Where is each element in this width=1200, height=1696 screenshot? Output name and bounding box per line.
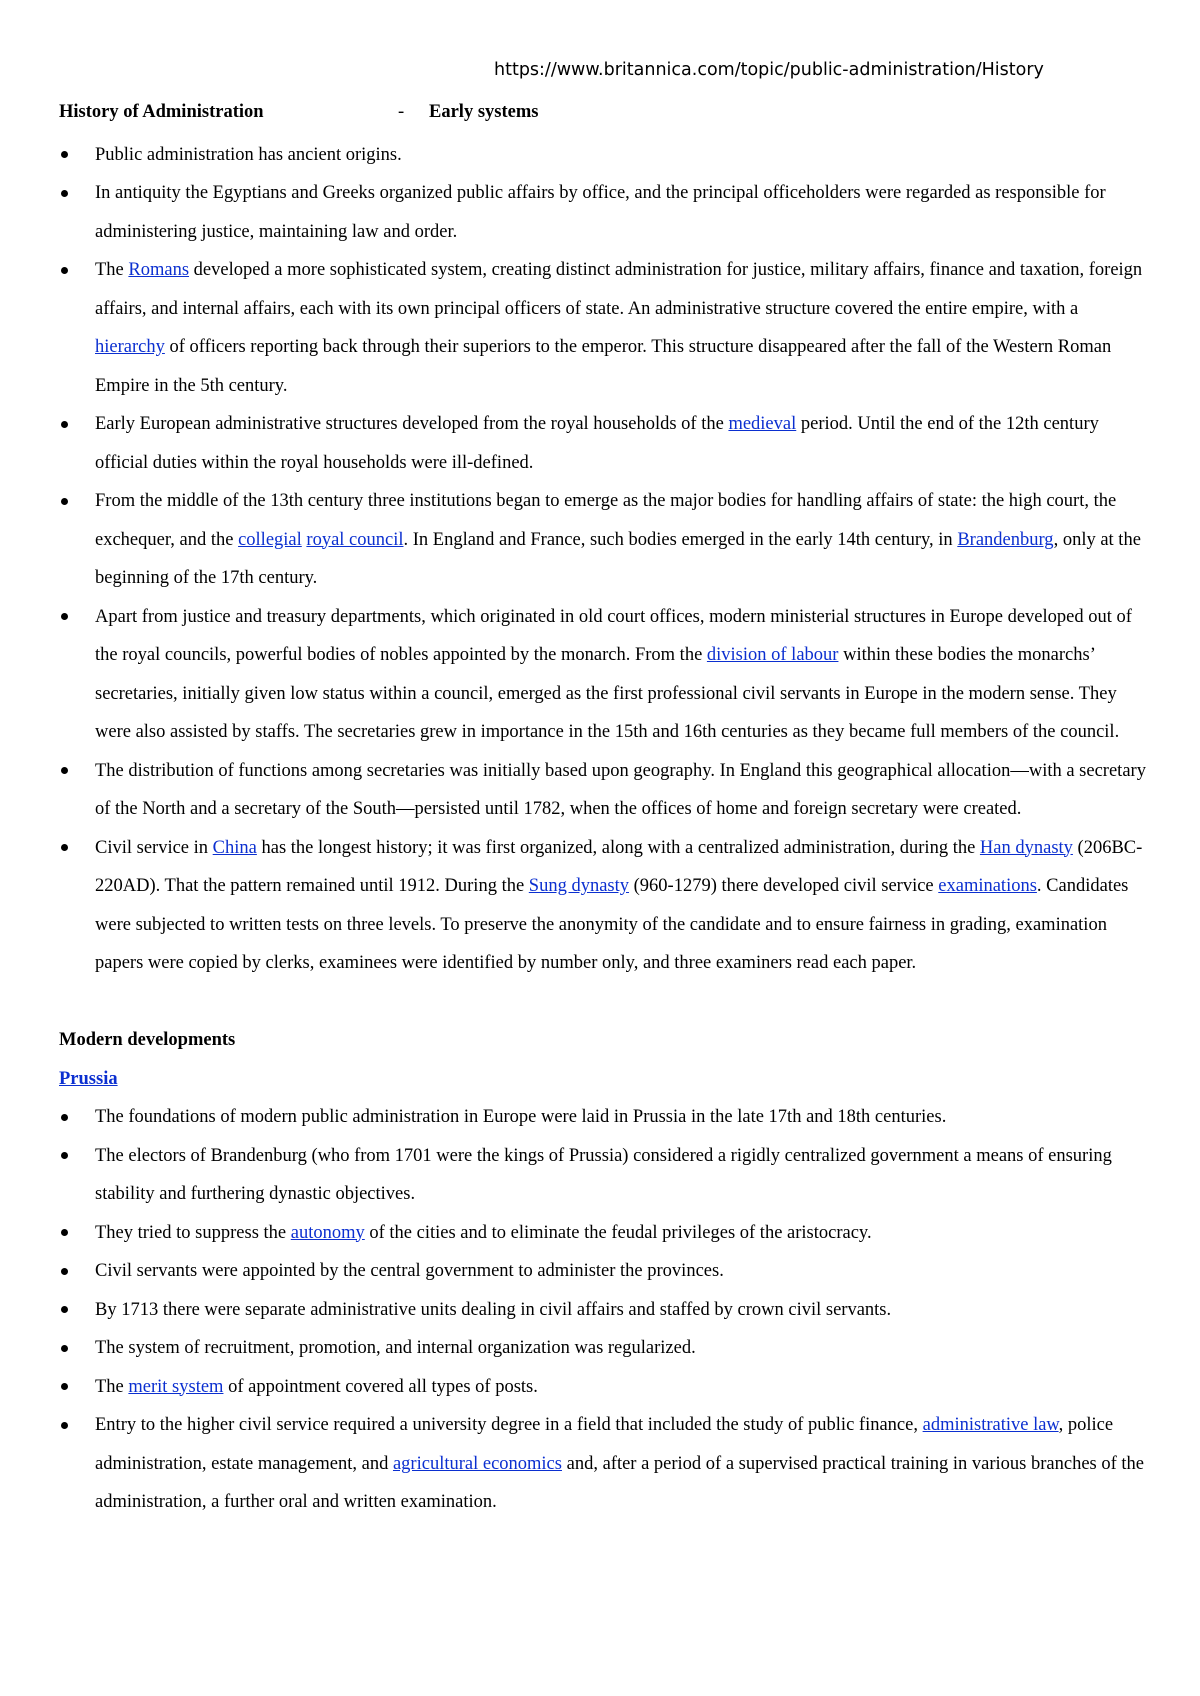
link-romans[interactable]: Romans <box>128 260 190 280</box>
list-item: The merit system of appointment covered all types of posts. <box>59 1368 1149 1407</box>
list-item: Entry to the higher civil service required a university degree in a field that included the study of public finance, administrative law, police administration, estate management, and agricultural economics and, after a period of a supervised practical training in various branches of the administration, a further oral and written examination. <box>59 1406 1149 1522</box>
link-china[interactable]: China <box>212 837 257 858</box>
link-royal-council[interactable]: royal council <box>306 529 404 550</box>
list-item: The distribution of functions among secretaries was initially based upon geography. In England this geographical allocation—with a secretary of the North and a secretary of the South—persisted until 1782, when the offices of home and foreign secretary were created. <box>59 752 1149 829</box>
document-body <box>59 97 1149 1522</box>
prussia-list <box>59 1098 1149 1522</box>
list-item: By 1713 there were separate administrative units dealing in civil affairs and staffed by crown civil servants. <box>59 1291 1149 1330</box>
link-prussia-heading[interactable]: Prussia <box>59 1068 118 1089</box>
link-administrative-law[interactable]: administrative law <box>922 1415 1059 1435</box>
link-agricultural-economics[interactable]: agricultural economics <box>392 1453 562 1474</box>
list-item: From the middle of the 13th century three institutions began to emerge as the major bodies for handling affairs of state: the high court, the exchequer, and the collegial royal council. In England and France, such bodies emerged in the early 14th century, in Brandenburg, only at the beginning of the 17th century. <box>59 482 1149 598</box>
link-autonomy[interactable]: autonomy <box>290 1222 365 1243</box>
early-systems-list <box>59 136 1149 983</box>
title-dash: - <box>398 102 405 122</box>
link-division-of-labour[interactable]: division of labour <box>706 645 839 665</box>
section-heading-modern: Modern developments <box>59 1030 236 1050</box>
source-url: https://www.britannica.com/topic/public-administration/History <box>494 60 1044 80</box>
link-hierarchy[interactable]: hierarchy <box>95 337 165 357</box>
link-examinations[interactable]: examinations <box>938 876 1037 896</box>
link-han-dynasty[interactable]: Han dynasty <box>979 837 1073 858</box>
title-subtitle: Early systems <box>429 102 539 122</box>
list-item: Public administration has ancient origins. <box>59 136 1149 175</box>
list-item: The Romans developed a more sophisticated system, creating distinct administration for justice, military affairs, finance and taxation, foreign affairs, and internal affairs, each with its own principal officers of state. An administrative structure covered the entire empire, with a hierarchy of officers reporting back through their superiors to the emperor. This structure disappeared after the fall of the Western Roman Empire in the 5th century. <box>59 251 1149 405</box>
link-collegial[interactable]: collegial <box>238 529 302 550</box>
link-sung-dynasty[interactable]: Sung dynasty <box>528 876 630 896</box>
document-title <box>59 97 1149 136</box>
list-item: The electors of Brandenburg (who from 1701 were the kings of Prussia) considered a rigidly centralized government a means of ensuring stability and furthering dynastic objectives. <box>59 1137 1149 1214</box>
list-item: The system of recruitment, promotion, and internal organization was regularized. <box>59 1329 1149 1368</box>
link-medieval[interactable]: medieval <box>728 414 797 434</box>
link-merit-system[interactable]: merit system <box>128 1376 224 1397</box>
title-main: History of Administration <box>59 102 264 122</box>
link-brandenburg[interactable]: Brandenburg <box>957 529 1054 550</box>
list-item: They tried to suppress the autonomy of the cities and to eliminate the feudal privileges of the aristocracy. <box>59 1214 1149 1253</box>
list-item: The foundations of modern public administration in Europe were laid in Prussia in the late 17th and 18th centuries. <box>59 1098 1149 1137</box>
list-item: Apart from justice and treasury departments, which originated in old court offices, modern ministerial structures in Europe developed out of the royal councils, powerful bodies of nobles appointed by the monarch. From the division of labour within these bodies the monarchs’ secretaries, initially given low status within a council, emerged as the first professional civil servants in Europe in the modern sense. They were also assisted by staffs. The secretaries grew in importance in the 15th and 16th centuries as they became full members of the council. <box>59 598 1149 752</box>
list-item: In antiquity the Egyptians and Greeks organized public affairs by office, and the principal officeholders were regarded as responsible for administering justice, maintaining law and order. <box>59 174 1149 251</box>
list-item: Early European administrative structures developed from the royal households of the medieval period. Until the end of the 12th century official duties within the royal households were ill-defined. <box>59 405 1149 482</box>
list-item: Civil service in China has the longest history; it was first organized, along with a centralized administration, during the Han dynasty (206BC-220AD). That the pattern remained until 1912. During the Sung dynasty (960-1279) there developed civil service examinations. Candidates were subjected to written tests on three levels. To preserve the anonymity of the candidate and to ensure fairness in grading, examination papers were copied by clerks, examinees were identified by number only, and three examiners read each paper. <box>59 829 1149 983</box>
list-item: Civil servants were appointed by the central government to administer the provinces. <box>59 1252 1149 1291</box>
paragraph-spacer <box>59 983 1149 1022</box>
